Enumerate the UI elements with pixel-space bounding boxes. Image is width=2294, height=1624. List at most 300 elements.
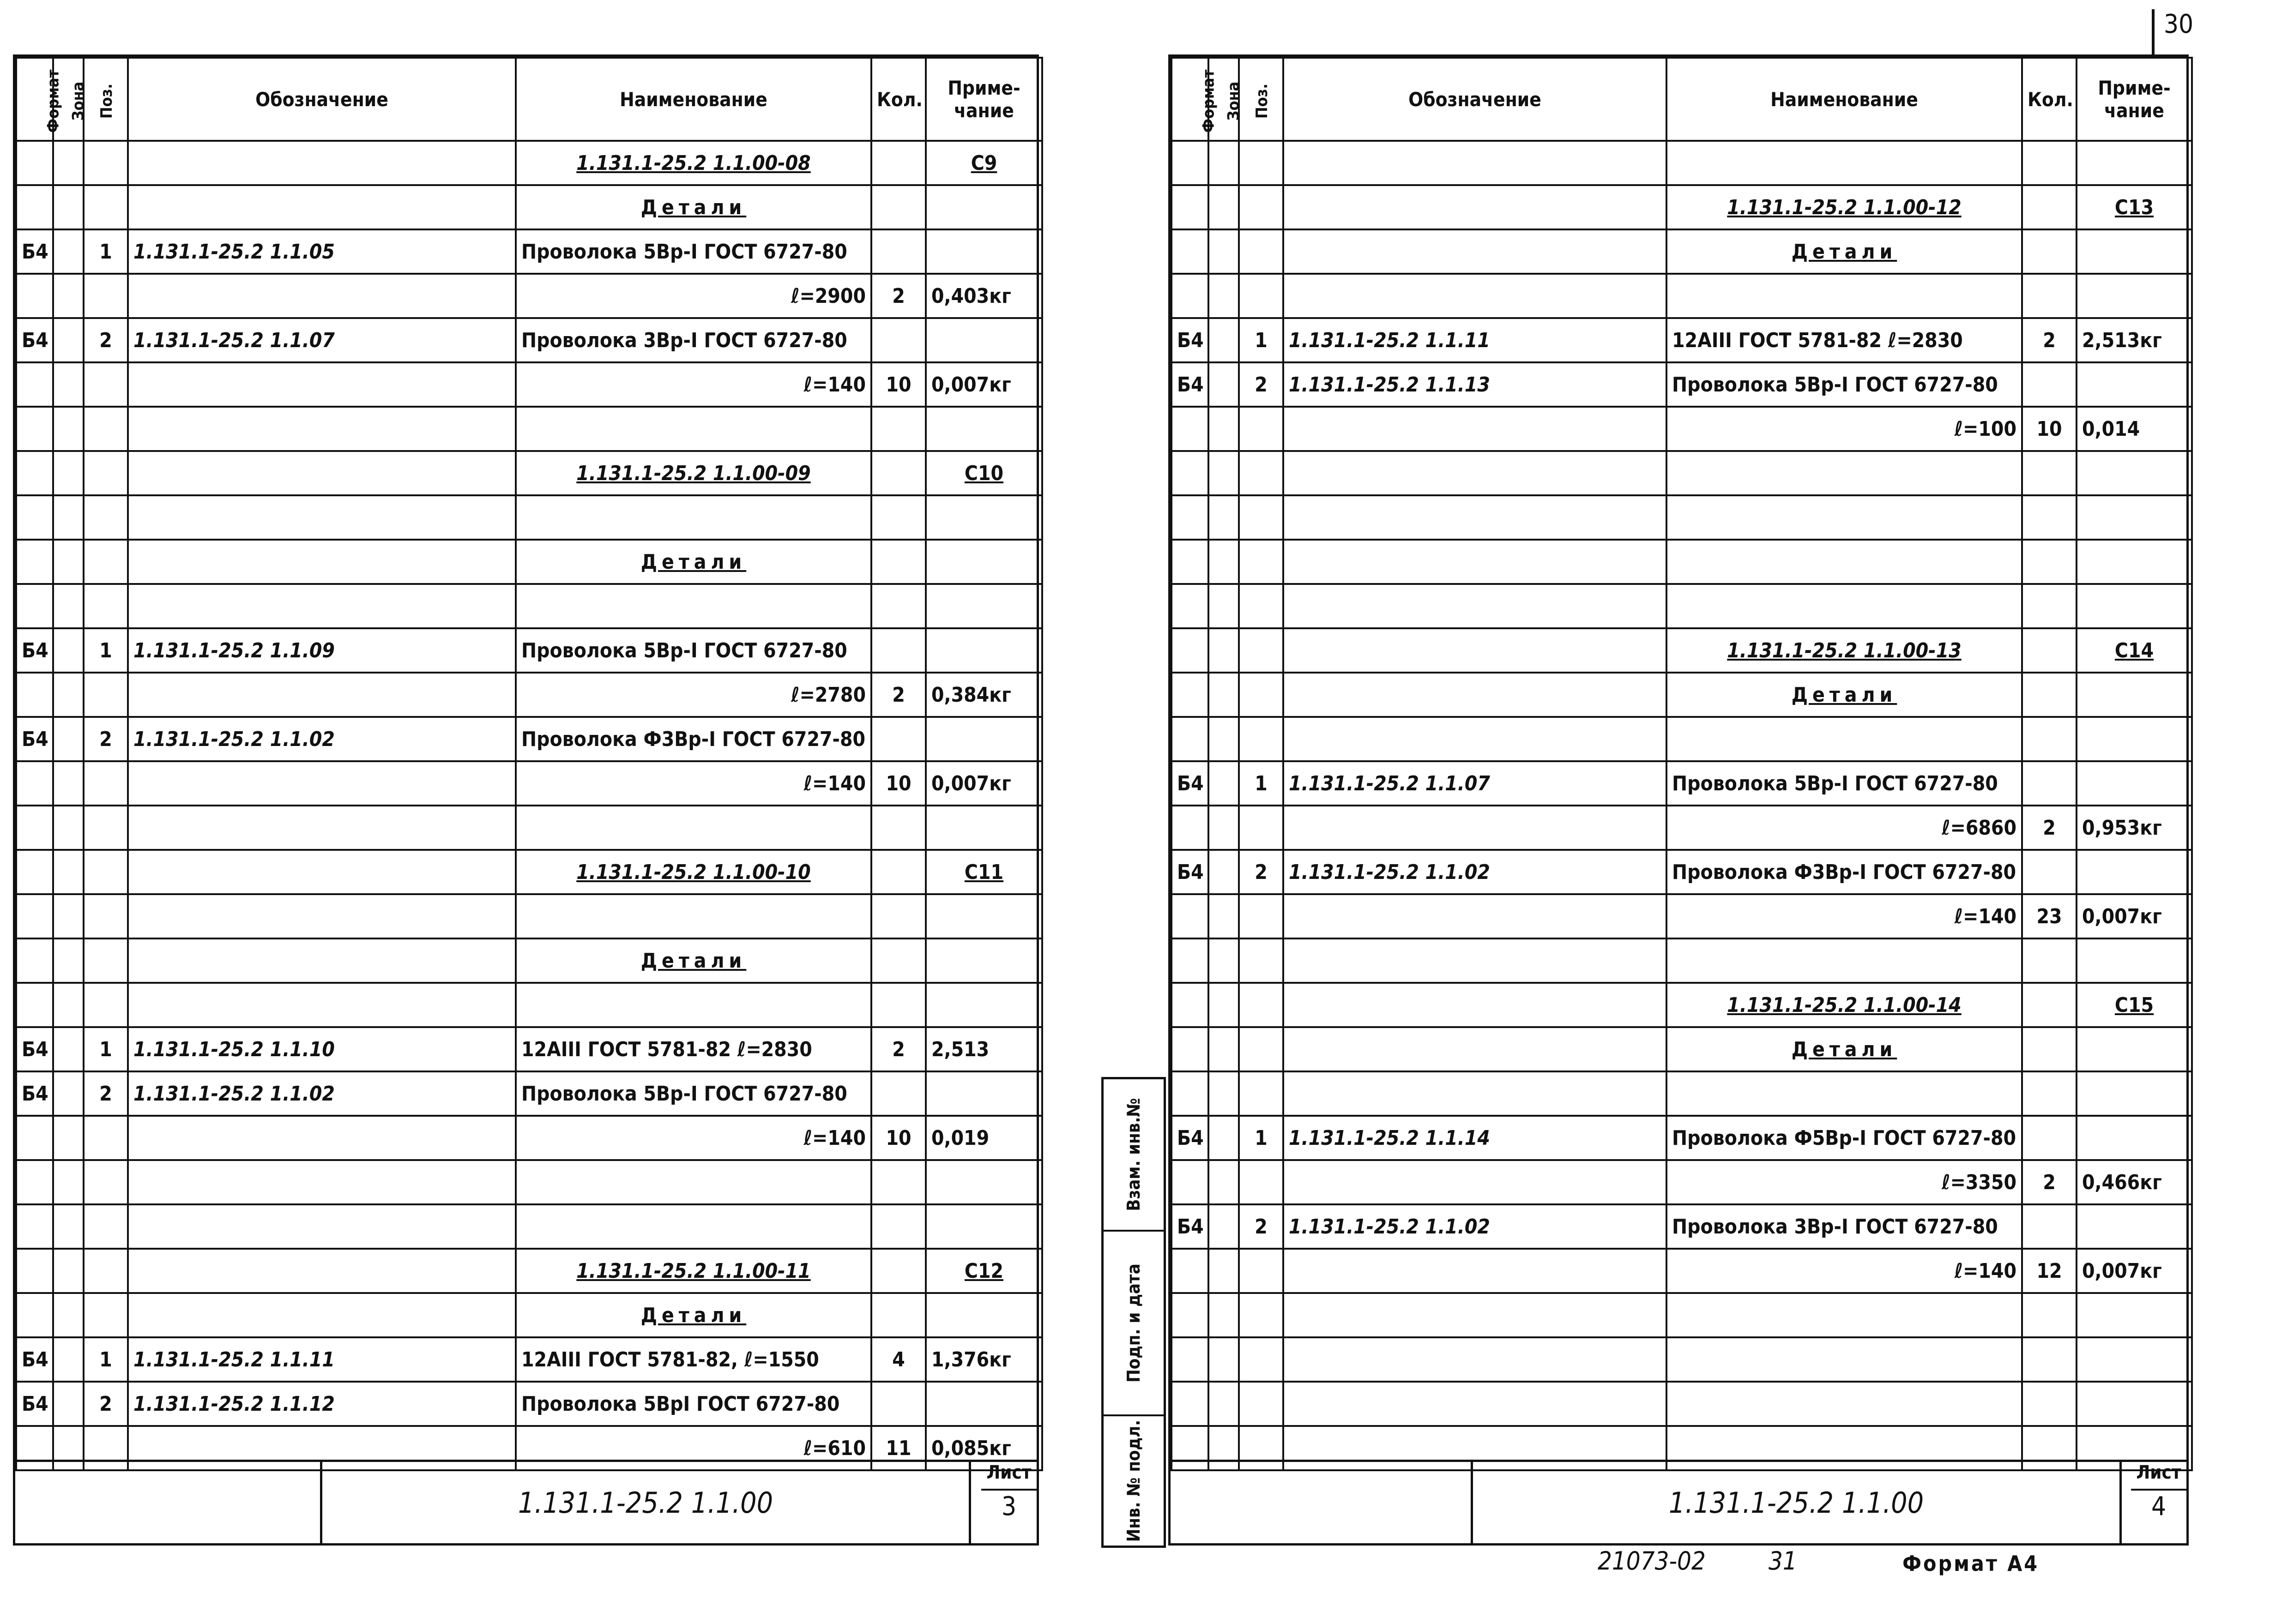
cell-designation [1283,1071,1666,1116]
table-row [1171,761,2192,806]
cell-zone [53,1160,84,1204]
cell-designation [128,540,516,584]
cell-note [926,540,1042,584]
header-note: Приме- чание [926,58,1042,141]
cell-name: Детали [1666,1027,2022,1071]
cell-qty: 10 [871,1116,926,1160]
cell-pos: 1 [1239,318,1283,362]
cell-designation [1283,274,1666,318]
cell-name: ℓ=140 [516,362,871,407]
header-format: Формат [1171,58,1208,141]
cell-format [16,806,53,850]
cell-zone [1208,407,1239,451]
cell-zone [1208,894,1239,938]
cell-qty [871,938,926,983]
cell-pos [1239,1293,1283,1337]
table-row [16,761,1042,806]
cell-designation [1283,229,1666,274]
sheet-number: 4 [2151,1492,2167,1522]
cell-name: Проволока 5ВрI ГОСТ 6727-80 [516,1382,871,1426]
table-row [1171,938,2192,983]
cell-designation [128,761,516,806]
cell-name: Проволока 5Вр-I ГОСТ 6727-80 [1666,761,2022,806]
cell-name [1666,141,2022,185]
header-pos: Поз. [1239,58,1283,141]
cell-format [1171,495,1208,540]
cell-zone [1208,141,1239,185]
cell-note [926,806,1042,850]
cell-qty [871,894,926,938]
cell-note [926,318,1042,362]
cell-name: ℓ=610 [516,1426,871,1470]
cell-designation: 1.131.1-25.2 1.1.05 [128,229,516,274]
cell-zone [53,318,84,362]
cell-designation [128,894,516,938]
cell-pos [1239,1071,1283,1116]
cell-format [16,761,53,806]
cell-note [2077,362,2192,407]
cell-note: 0,007кг [926,761,1042,806]
cell-qty [871,1071,926,1116]
cell-designation [1283,983,1666,1027]
cell-zone [1208,1027,1239,1071]
cell-zone [1208,1204,1239,1249]
cell-format [1171,1027,1208,1071]
cell-zone [53,850,84,894]
cell-zone [1208,1337,1239,1382]
cell-format [16,1249,53,1293]
cell-name: Проволока Ф3Вр-I ГОСТ 6727-80 [516,717,871,761]
cell-zone [1208,983,1239,1027]
cell-format [1171,983,1208,1027]
cell-zone [53,983,84,1027]
cell-name: Проволока 5Вр-I ГОСТ 6727-80 [516,229,871,274]
table-row [16,362,1042,407]
cell-note: С15 [2077,983,2192,1027]
table-header [16,58,1042,141]
cell-zone [1208,806,1239,850]
cell-qty [2022,274,2077,318]
cell-note [2077,274,2192,318]
cell-format: Б4 [1171,318,1208,362]
cell-qty [871,185,926,229]
cell-note: 0,014 [2077,407,2192,451]
cell-designation: 1.131.1-25.2 1.1.02 [128,1071,516,1116]
cell-qty [871,1204,926,1249]
cell-designation [128,1249,516,1293]
cell-designation: 1.131.1-25.2 1.1.13 [1283,362,1666,407]
cell-note [2077,1071,2192,1116]
cell-qty: 2 [871,1027,926,1071]
table-row [16,540,1042,584]
table-row [1171,407,2192,451]
cell-note: С11 [926,850,1042,894]
sheet-number-box [2131,1462,2186,1543]
cell-designation: 1.131.1-25.2 1.1.02 [128,717,516,761]
header-qty: Кол. [871,58,926,141]
header-format: Формат [16,58,53,141]
cell-format: Б4 [16,717,53,761]
table-row [16,717,1042,761]
cell-zone [53,1249,84,1293]
table-row [16,938,1042,983]
cell-qty [871,1249,926,1293]
cell-note [926,717,1042,761]
archive-number: 21073-02 [1598,1546,1706,1576]
cell-designation [128,1116,516,1160]
cell-qty [2022,1071,2077,1116]
cell-name: Детали [516,185,871,229]
spec-sheet-right [1123,54,2189,1546]
cell-zone [1208,451,1239,495]
cell-pos [1239,673,1283,717]
cell-zone [1208,717,1239,761]
cell-name [1666,584,2022,628]
cell-format [16,1293,53,1337]
table-row [1171,1160,2192,1204]
cell-format: Б4 [1171,850,1208,894]
header-designation: Обозначение [128,58,516,141]
cell-qty: 2 [871,274,926,318]
cell-note [926,1071,1042,1116]
cell-designation [1283,1160,1666,1204]
cell-name [1666,1382,2022,1426]
cell-qty [2022,938,2077,983]
cell-qty [871,451,926,495]
cell-pos [84,540,128,584]
cell-name: ℓ=2900 [516,274,871,318]
header-zone: Зона [1208,58,1239,141]
cell-format [1171,451,1208,495]
cell-qty [2022,1116,2077,1160]
cell-designation: 1.131.1-25.2 1.1.07 [128,318,516,362]
cell-name: Детали [516,540,871,584]
cell-qty [2022,983,2077,1027]
cell-name [1666,717,2022,761]
cell-note [2077,584,2192,628]
table-row [1171,983,2192,1027]
cell-name: ℓ=140 [516,761,871,806]
cell-name [516,1204,871,1249]
cell-qty [871,983,926,1027]
cell-pos [1239,141,1283,185]
cell-pos [1239,983,1283,1027]
cell-pos [84,362,128,407]
table-row [1171,274,2192,318]
cell-pos [84,1293,128,1337]
cell-note: С14 [2077,628,2192,673]
cell-designation [128,141,516,185]
cell-format [1171,274,1208,318]
cell-qty: 12 [2022,1249,2077,1293]
cell-designation [128,983,516,1027]
cell-designation: 1.131.1-25.2 1.1.09 [128,628,516,673]
cell-note: 0,403кг [926,274,1042,318]
table-row [1171,673,2192,717]
cell-pos [84,1160,128,1204]
cell-format [16,850,53,894]
cell-pos: 1 [1239,1116,1283,1160]
cell-format [1171,673,1208,717]
cell-zone [53,628,84,673]
cell-zone [53,141,84,185]
cell-note [2077,938,2192,983]
cell-pos [84,1116,128,1160]
cell-pos [84,185,128,229]
cell-pos [84,495,128,540]
cell-designation [1283,938,1666,983]
cell-name: 1.131.1-25.2 1.1.00-08 [516,141,871,185]
cell-note: 0,007кг [2077,894,2192,938]
cell-qty: 11 [871,1426,926,1470]
cell-designation [128,1204,516,1249]
cell-qty [2022,850,2077,894]
cell-qty [871,717,926,761]
cell-format [1171,938,1208,983]
cell-format [16,673,53,717]
cell-pos [1239,229,1283,274]
cell-zone [1208,1160,1239,1204]
cell-qty [2022,717,2077,761]
cell-format [16,495,53,540]
title-block-right [1171,1460,2186,1546]
cell-note [2077,761,2192,806]
cell-pos: 2 [84,1382,128,1426]
cell-zone [53,938,84,983]
cell-note [926,1293,1042,1337]
cell-qty [2022,362,2077,407]
cell-name: ℓ=100 [1666,407,2022,451]
cell-note [2077,495,2192,540]
table-row [16,1160,1042,1204]
cell-note [2077,673,2192,717]
table-row [1171,628,2192,673]
cell-qty [2022,451,2077,495]
cell-name [1666,274,2022,318]
cell-zone [53,407,84,451]
cell-name [1666,938,2022,983]
cell-pos [84,761,128,806]
cell-qty [2022,1027,2077,1071]
cell-qty [871,540,926,584]
cell-name: 1.131.1-25.2 1.1.00-14 [1666,983,2022,1027]
cell-name: Проволока 3Вр-I ГОСТ 6727-80 [516,318,871,362]
cell-name: 12АIII ГОСТ 5781-82 ℓ=2830 [1666,318,2022,362]
cell-note: 2,513 [926,1027,1042,1071]
cell-zone [53,362,84,407]
cell-name [516,1160,871,1204]
cell-format [16,274,53,318]
cell-qty: 23 [2022,894,2077,938]
table-row [16,1027,1042,1071]
cell-name [1666,540,2022,584]
cell-pos [1239,584,1283,628]
cell-zone [1208,938,1239,983]
cell-format [1171,584,1208,628]
cell-designation [1283,806,1666,850]
cell-designation [128,850,516,894]
cell-zone [53,1116,84,1160]
cell-note [926,983,1042,1027]
cell-name: Проволока 5Вр-I ГОСТ 6727-80 [516,628,871,673]
header-note: Приме- чание [2077,58,2192,141]
cell-designation [1283,584,1666,628]
cell-name [1666,451,2022,495]
cell-qty [871,850,926,894]
cell-format: Б4 [16,318,53,362]
cell-note [2077,1293,2192,1337]
cell-designation [128,495,516,540]
table-row [16,1116,1042,1160]
table-row [1171,1293,2192,1337]
cell-format: Б4 [1171,1116,1208,1160]
cell-qty [871,318,926,362]
cell-note [2077,1337,2192,1382]
cell-pos [1239,407,1283,451]
cell-format: Б4 [16,1382,53,1426]
cell-qty [2022,1293,2077,1337]
header-name: Наименование [1666,58,2022,141]
cell-format: Б4 [1171,761,1208,806]
cell-qty [871,407,926,451]
table-row [1171,1027,2192,1071]
cell-designation [1283,1382,1666,1426]
table-row [1171,1249,2192,1293]
cell-name: Детали [516,938,871,983]
cell-name: Проволока 3Вр-I ГОСТ 6727-80 [1666,1204,2022,1249]
cell-pos [1239,1027,1283,1071]
cell-zone [1208,229,1239,274]
cell-designation: 1.131.1-25.2 1.1.07 [1283,761,1666,806]
cell-qty [2022,229,2077,274]
cell-zone [1208,850,1239,894]
cell-format [1171,1071,1208,1116]
cell-pos: 1 [84,229,128,274]
table-row [1171,362,2192,407]
page-number: 30 [2152,9,2193,55]
table-row [16,850,1042,894]
sheet-number: 3 [1001,1492,1017,1522]
header-name: Наименование [516,58,871,141]
cell-zone [1208,274,1239,318]
cell-note [2077,850,2192,894]
cell-name: Проволока Ф3Вр-I ГОСТ 6727-80 [1666,850,2022,894]
cell-qty: 10 [871,761,926,806]
cell-qty [2022,141,2077,185]
cell-zone [53,1293,84,1337]
cell-qty [2022,1337,2077,1382]
cell-name: 1.131.1-25.2 1.1.00-09 [516,451,871,495]
cell-pos [84,1249,128,1293]
table-row [16,584,1042,628]
cell-designation [128,274,516,318]
cell-qty: 2 [2022,1160,2077,1204]
cell-pos: 1 [84,1027,128,1071]
cell-format [1171,1293,1208,1337]
cell-name [1666,1071,2022,1116]
cell-zone [53,1027,84,1071]
cell-designation [128,938,516,983]
table-row [16,1382,1042,1426]
cell-note [2077,451,2192,495]
cell-pos [1239,1160,1283,1204]
cell-designation [1283,141,1666,185]
cell-name: ℓ=140 [1666,894,2022,938]
cell-format: Б4 [16,1071,53,1116]
cell-pos: 2 [1239,850,1283,894]
cell-name: 12АIII ГОСТ 5781-82, ℓ=1550 [516,1337,871,1382]
cell-qty: 2 [871,673,926,717]
cell-name [1666,1293,2022,1337]
cell-note: 0,007кг [2077,1249,2192,1293]
cell-zone [1208,1382,1239,1426]
cell-designation [128,407,516,451]
doc-code: 1.131.1-25.2 1.1.00 [1471,1462,2122,1543]
cell-format [1171,229,1208,274]
cell-designation: 1.131.1-25.2 1.1.14 [1283,1116,1666,1160]
cell-pos: 1 [84,628,128,673]
table-row [1171,185,2192,229]
cell-zone [1208,1116,1239,1160]
cell-name [516,584,871,628]
cell-name: 1.131.1-25.2 1.1.00-11 [516,1249,871,1293]
cell-zone [53,229,84,274]
cell-note [926,894,1042,938]
cell-name [516,806,871,850]
cell-designation [1283,185,1666,229]
cell-zone [53,584,84,628]
cell-qty [2022,540,2077,584]
cell-designation: 1.131.1-25.2 1.1.10 [128,1027,516,1071]
cell-pos: 1 [84,1337,128,1382]
cell-designation [1283,1337,1666,1382]
cell-name: ℓ=140 [1666,1249,2022,1293]
cell-qty [871,628,926,673]
cell-designation [1283,407,1666,451]
table-row [1171,1071,2192,1116]
side-cell-orig: Инв. № подл. [1123,1419,1144,1542]
cell-name: Детали [516,1293,871,1337]
table-row [1171,806,2192,850]
table-row [16,407,1042,451]
cell-pos: 2 [84,1071,128,1116]
cell-designation [1283,1293,1666,1337]
cell-designation [1283,495,1666,540]
cell-pos [1239,717,1283,761]
spec-table-right [1171,57,2193,1471]
table-row [1171,229,2192,274]
cell-format [1171,1160,1208,1204]
cell-note [926,584,1042,628]
cell-pos [84,894,128,938]
cell-note [926,229,1042,274]
cell-pos [1239,185,1283,229]
cell-format: Б4 [16,229,53,274]
cell-qty [2022,185,2077,229]
cell-zone [53,1337,84,1382]
cell-qty: 10 [871,362,926,407]
cell-zone [1208,185,1239,229]
doc-code: 1.131.1-25.2 1.1.00 [320,1462,971,1543]
cell-qty [871,495,926,540]
header-pos: Поз. [84,58,128,141]
table-body-right [1171,141,2192,1470]
cell-note: 0,953кг [2077,806,2192,850]
table-row [16,1249,1042,1293]
cell-format [1171,717,1208,761]
cell-designation [1283,1027,1666,1071]
cell-zone [53,451,84,495]
